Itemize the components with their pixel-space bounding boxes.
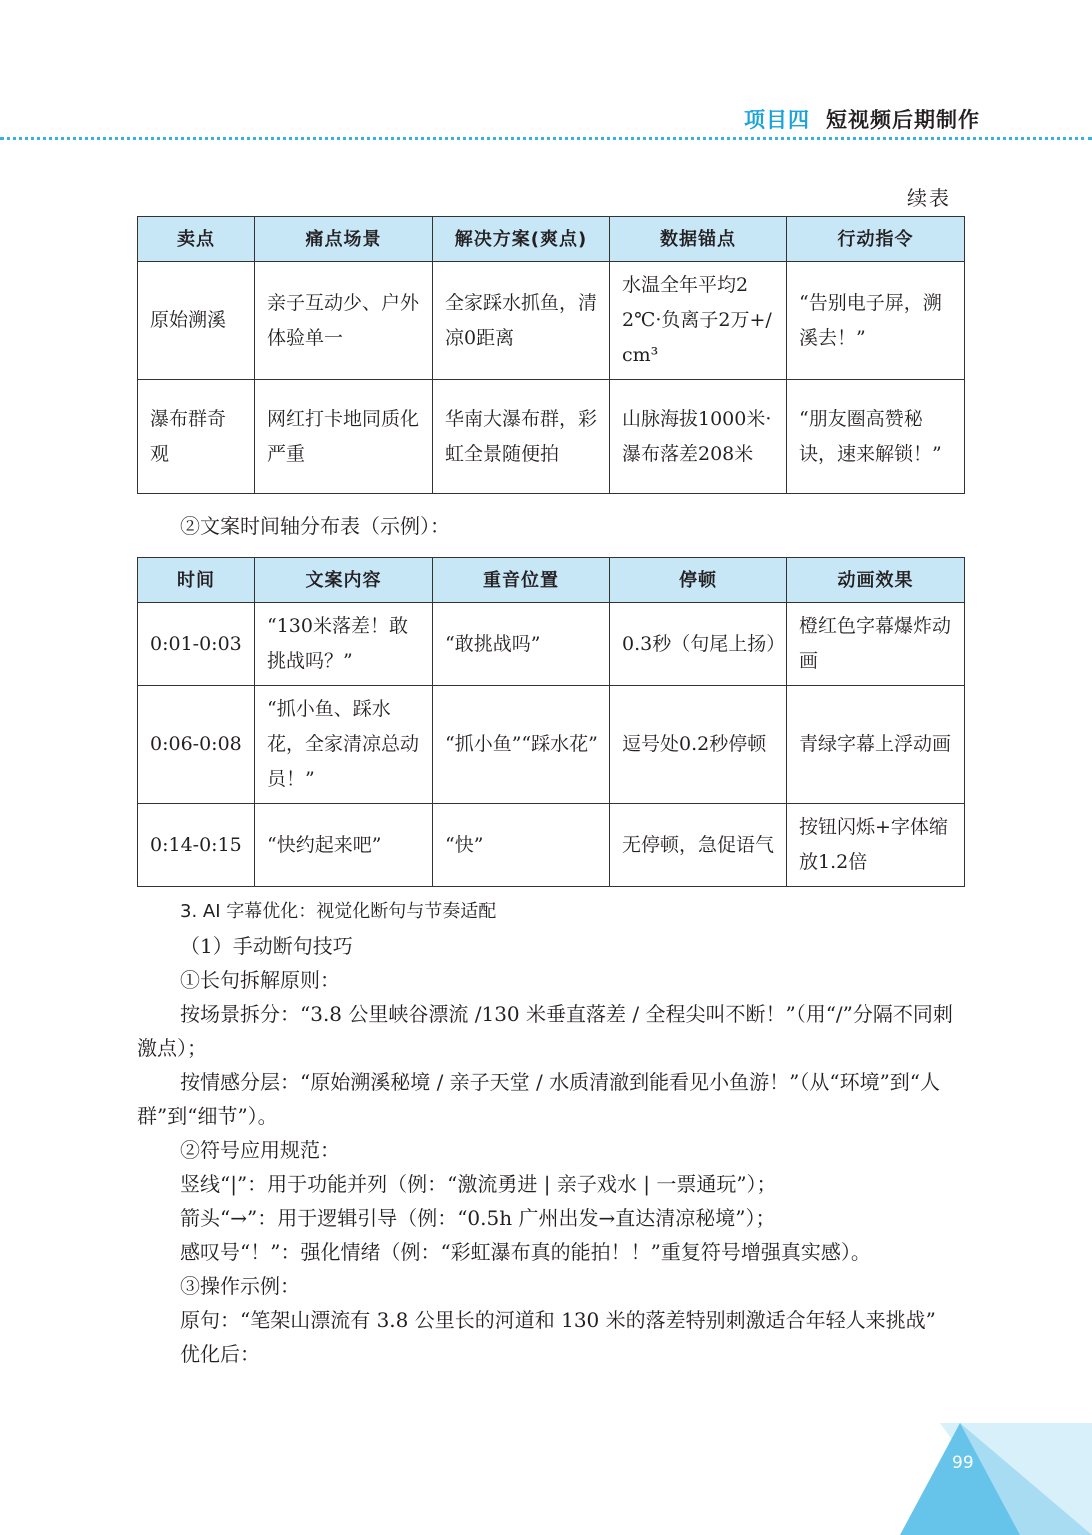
table-cell: 逗号处0.2秒停顿: [610, 686, 787, 804]
table-cell: “快约起来吧”: [255, 804, 433, 887]
table-header-row: [138, 558, 965, 603]
header-chapter: 短视频后期制作: [826, 108, 980, 132]
table-cell: 无停顿，急促语气: [610, 804, 787, 887]
running-header: [744, 104, 980, 134]
column-header: 解决方案(爽点): [433, 217, 610, 262]
table-cell: “快”: [433, 804, 610, 887]
table-row: [138, 603, 965, 686]
table-cell: 0:14-0:15: [138, 804, 255, 887]
subsection-title: （1）手动断句技巧: [180, 934, 353, 958]
table-cell: 0:06-0:08: [138, 686, 255, 804]
column-header: 卖点: [138, 217, 255, 262]
table-cell: “抓小鱼、踩水花，全家清凉总动员！”: [255, 686, 433, 804]
table-row: [138, 686, 965, 804]
table-cell: 青绿字幕上浮动画: [787, 686, 965, 804]
column-header: 停顿: [610, 558, 787, 603]
table2-caption-block: [137, 509, 964, 543]
paragraph: 优化后：: [180, 1342, 260, 1366]
table-cell: 按钮闪烁+字体缩放1.2倍: [787, 804, 965, 887]
section-title: 3. AI 字幕优化：视觉化断句与节奏适配: [180, 901, 497, 922]
column-header: 文案内容: [255, 558, 433, 603]
paragraph: 箭头“→”：用于逻辑引导（例：“0.5h 广州出发→直达清凉秘境”）；: [180, 1206, 776, 1230]
paragraph: 按情感分层：“原始溯溪秘境 / 亲子天堂 / 水质清澈到能看见小鱼游！”（从“环境”到“人群”到“细节”）。: [137, 1070, 941, 1128]
table-cell: 网红打卡地同质化严重: [255, 380, 433, 494]
table-header-row: [138, 217, 965, 262]
table-cell: 华南大瀑布群，彩虹全景随便拍: [433, 380, 610, 494]
paragraph: 竖线“|”：用于功能并列（例：“激流勇进 | 亲子戏水 | 一票通玩”）；: [180, 1172, 777, 1196]
table-cell: “抓小鱼”“踩水花”: [433, 686, 610, 804]
header-project: 项目四: [744, 108, 810, 132]
table-row: [138, 262, 965, 380]
table-cell: 0.3秒（句尾上扬）: [610, 603, 787, 686]
selling-points-table: [137, 216, 965, 494]
table-cell: 全家踩水抓鱼，清凉0距离: [433, 262, 610, 380]
column-header: 痛点场景: [255, 217, 433, 262]
page-corner-decoration: [900, 1423, 1092, 1535]
table-cell: 橙红色字幕爆炸动画: [787, 603, 965, 686]
header-dotted-rule: [0, 137, 1092, 140]
list-item: ③操作示例：: [180, 1274, 300, 1298]
table-cell: 瀑布群奇观: [138, 380, 255, 494]
table-cell: 原始溯溪: [138, 262, 255, 380]
body-text: [137, 895, 964, 1371]
table-cell: “朋友圈高赞秘诀，速来解锁！”: [787, 380, 965, 494]
column-header: 行动指令: [787, 217, 965, 262]
table-cell: 水温全年平均22℃·负离子2万+/cm³: [610, 262, 787, 380]
copy-timeline-table: [137, 557, 965, 887]
table-cell: 亲子互动少、户外体验单一: [255, 262, 433, 380]
table-cell: “告别电子屏，溯溪去！”: [787, 262, 965, 380]
column-header: 重音位置: [433, 558, 610, 603]
table-cell: “敢挑战吗”: [433, 603, 610, 686]
table-cell: 山脉海拔1000米·瀑布落差208米: [610, 380, 787, 494]
column-header: 时间: [138, 558, 255, 603]
table-row: [138, 380, 965, 494]
table2-caption: ②文案时间轴分布表（示例）：: [180, 514, 450, 538]
paragraph: 按场景拆分：“3.8 公里峡谷漂流 /130 米垂直落差 / 全程尖叫不断！”（用“/”分隔不同刺激点）；: [137, 1002, 953, 1060]
table-cell: 0:01-0:03: [138, 603, 255, 686]
table-row: [138, 804, 965, 887]
column-header: 数据锚点: [610, 217, 787, 262]
paragraph: 原句：“笔架山漂流有 3.8 公里长的河道和 130 米的落差特别刺激适合年轻人来挑战”: [180, 1308, 936, 1332]
page-number: 99: [952, 1453, 974, 1473]
list-item: ②符号应用规范：: [180, 1138, 340, 1162]
table-cell: “130米落差！敢挑战吗？”: [255, 603, 433, 686]
column-header: 动画效果: [787, 558, 965, 603]
continued-label: 续表: [907, 186, 951, 210]
paragraph: 感叹号“！”：强化情绪（例：“彩虹瀑布真的能拍！！”重复符号增强真实感）。: [180, 1240, 871, 1264]
list-item: ①长句拆解原则：: [180, 968, 340, 992]
